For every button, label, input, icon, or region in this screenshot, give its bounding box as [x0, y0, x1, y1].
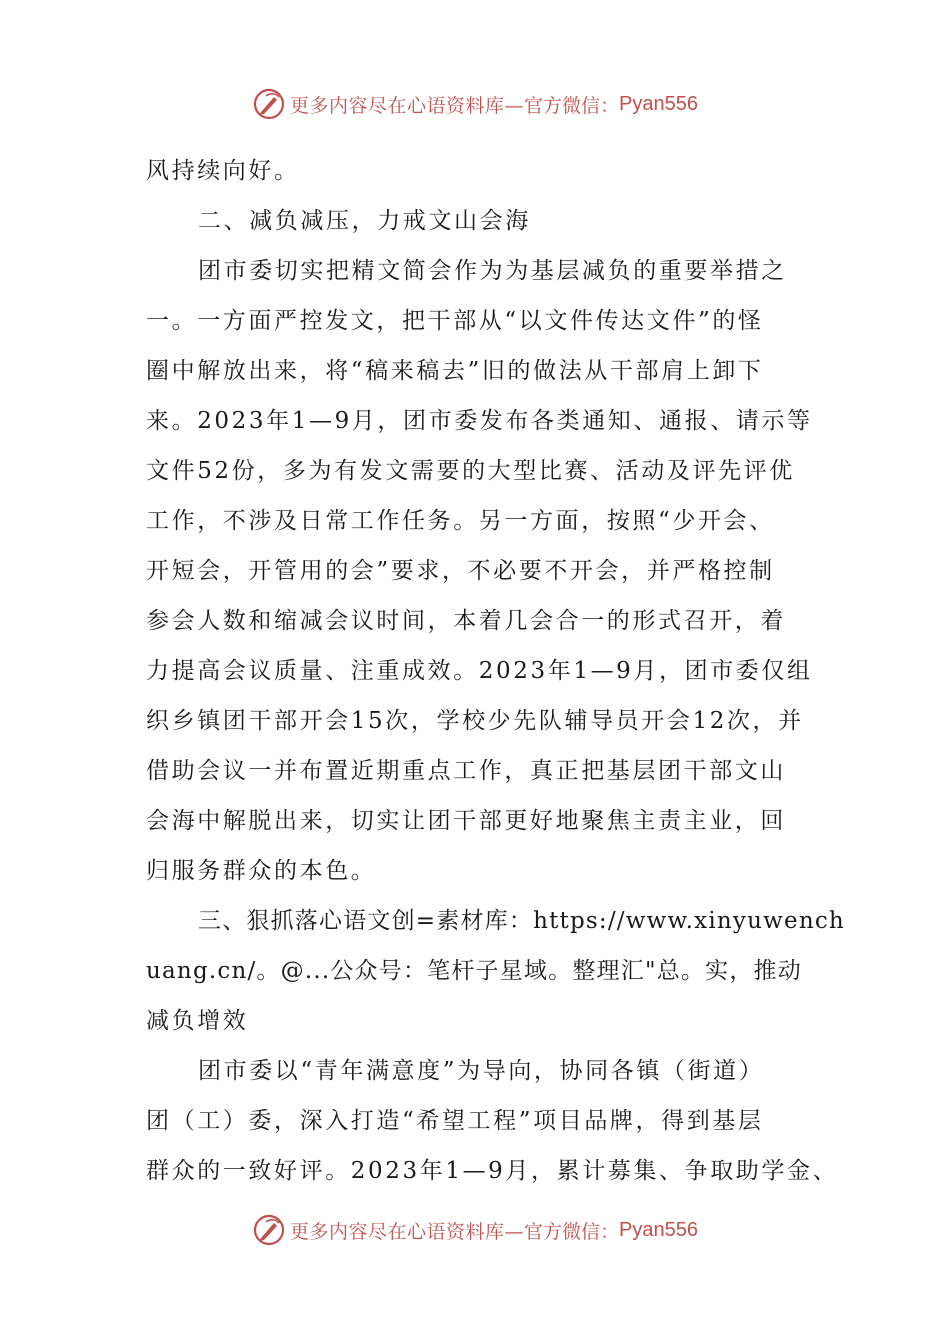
pen-logo-icon: [252, 87, 286, 121]
text-line: 圈中解放出来，将“稿来稿去”旧的做法从干部肩上卸下: [146, 358, 764, 384]
section-heading: 二、减负减压，力戒文山会海: [198, 208, 531, 234]
text-line: 归服务群众的本色。: [146, 858, 377, 884]
text-line: 减负增效: [146, 1008, 249, 1034]
footer-watermark-banner: [0, 1210, 950, 1250]
document-body: [146, 146, 845, 1196]
text-line: uang.cn/。@...公众号：笔杆子星域。整理汇"总。实，推动: [146, 958, 802, 984]
banner-wechat-label: 官方微信：: [524, 94, 620, 117]
section-heading: 三、狠抓落心语文创=素材库：https://www.xinyuwench: [198, 908, 845, 934]
text-line: 借助会议一并布置近期重点工作，真正把基层团干部文山: [146, 758, 786, 784]
banner-wechat-label: 官方微信：: [524, 1220, 620, 1243]
text-line: 团市委以“青年满意度”为导向，协同各镇（街道）: [198, 1058, 765, 1084]
text-line: 来。2023年1—9月，团市委发布各类通知、通报、请示等: [146, 408, 813, 434]
text-line: 工作，不涉及日常工作任务。另一方面，按照“少开会、: [146, 508, 775, 534]
text-line: 织乡镇团干部开会15次，学校少先队辅导员开会12次，并: [146, 708, 804, 734]
text-line: 参会人数和缩减会议时间，本着几会合一的形式召开，着: [146, 608, 786, 634]
banner-text: 更多内容尽在心语资料库—: [290, 94, 525, 117]
text-line: 团市委切实把精文简会作为为基层减负的重要举措之: [198, 258, 787, 284]
banner-wechat-id: Pyan556: [619, 92, 698, 115]
pen-logo-icon: [252, 1213, 286, 1247]
header-watermark-banner: [0, 84, 950, 124]
text-line: 开短会，开管用的会”要求，不必要不开会，并严格控制: [146, 558, 775, 584]
banner-text: 更多内容尽在心语资料库—: [290, 1220, 525, 1243]
text-line: 风持续向好。: [146, 158, 300, 184]
text-line: 一。一方面严控发文，把干部从“以文件传达文件”的怪: [146, 308, 764, 334]
text-line: 力提高会议质量、注重成效。2023年1—9月，团市委仅组: [146, 658, 813, 684]
text-line: 会海中解脱出来，切实让团干部更好地聚焦主责主业，回: [146, 808, 786, 834]
text-line: 群众的一致好评。2023年1—9月，累计募集、争取助学金、: [146, 1158, 839, 1184]
text-line: 团（工）委，深入打造“希望工程”项目品牌，得到基层: [146, 1108, 764, 1134]
text-line: 文件52份，多为有发文需要的大型比赛、活动及评先评优: [146, 458, 795, 484]
banner-wechat-id: Pyan556: [619, 1218, 698, 1241]
